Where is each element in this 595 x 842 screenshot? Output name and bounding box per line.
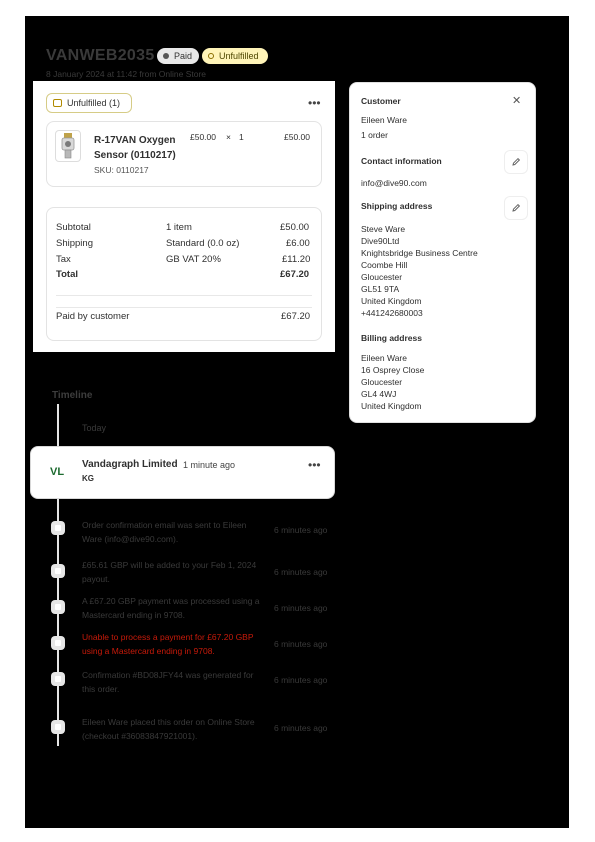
- comment-more-actions-icon[interactable]: •••: [308, 458, 321, 472]
- shipping-phone: +441242680003: [361, 308, 423, 318]
- paid-badge: [157, 48, 199, 64]
- close-icon[interactable]: ✕: [512, 95, 522, 107]
- edit-shipping-button[interactable]: [504, 196, 528, 220]
- customer-email[interactable]: info@dive90.com: [361, 178, 427, 188]
- timeline-event-dot-icon: [51, 720, 65, 734]
- order-number: VANWEB2035: [46, 47, 155, 64]
- comment-time: 1 minute ago: [183, 460, 236, 470]
- oxygen-sensor-image-icon: [56, 131, 80, 161]
- unfulfilled-badge: [202, 48, 268, 64]
- unfulfilled-badge-label: Unfulfilled: [219, 51, 259, 61]
- billing-line: Eileen Ware: [361, 353, 407, 363]
- summary-tax-value: £11.20: [282, 254, 311, 265]
- item-line-total: £50.00: [284, 132, 310, 142]
- comment-text: KG: [82, 474, 94, 483]
- shipping-line: Dive90Ltd: [361, 236, 400, 246]
- product-name-link[interactable]: R-17VAN Oxygen Sensor (0110217): [94, 135, 176, 161]
- unfulfilled-status-pill: [46, 93, 132, 113]
- timeline-event-time: 6 minutes ago: [274, 675, 328, 685]
- shipping-line: Steve Ware: [361, 224, 406, 234]
- shipping-line: Knightsbridge Business Centre: [361, 248, 478, 258]
- pencil-icon: [511, 157, 521, 167]
- summary-total-label: Total: [56, 269, 78, 280]
- billing-address-heading: Billing address: [361, 333, 422, 343]
- billing-line: 16 Osprey Close: [361, 365, 425, 375]
- timeline-event-time: 6 minutes ago: [274, 567, 328, 577]
- billing-line: Gloucester: [361, 377, 403, 387]
- timeline-event-time: 6 minutes ago: [274, 525, 328, 535]
- summary-divider: [56, 295, 312, 296]
- timeline-event-dot-icon: [51, 521, 65, 535]
- customer-heading: Customer: [361, 96, 401, 106]
- timeline-event-dot-icon: [51, 636, 65, 650]
- timeline-event-text: Eileen Ware placed this order on Online Store (checkout #36083847921001).: [82, 717, 255, 741]
- summary-shipping-detail: Standard (0.0 oz): [166, 238, 240, 249]
- item-unit-price: £50.00: [190, 132, 216, 142]
- timeline-title: Timeline: [52, 390, 93, 401]
- shipping-line: United Kingdom: [361, 296, 422, 306]
- timeline-today-label: Today: [82, 423, 107, 433]
- summary-shipping-label: Shipping: [56, 238, 93, 249]
- item-multiply-sign: ×: [226, 132, 231, 142]
- timeline-event-text: Order confirmation email was sent to Eileen Ware (info@dive90.com).: [82, 520, 247, 544]
- timeline-event-time: 6 minutes ago: [274, 723, 328, 733]
- timeline-event-dot-icon: [51, 600, 65, 614]
- contact-info-heading: Contact information: [361, 156, 442, 166]
- timeline-event-dot-icon: [51, 564, 65, 578]
- billing-line: United Kingdom: [361, 401, 422, 411]
- paid-badge-label: Paid: [174, 51, 193, 61]
- shipping-line: Coombe Hill: [361, 260, 408, 270]
- summary-tax-detail: GB VAT 20%: [166, 254, 221, 265]
- unfulfilled-status-label: Unfulfilled (1): [67, 98, 121, 108]
- product-thumbnail[interactable]: [55, 130, 81, 162]
- summary-total-value: £67.20: [280, 269, 310, 280]
- timeline-event-text: A £67.20 GBP payment was processed using a Mastercard ending in 9708.: [82, 596, 260, 620]
- summary-tax-label: Tax: [56, 254, 71, 265]
- paid-dot-icon: [163, 53, 169, 59]
- summary-divider: [56, 307, 312, 308]
- line-item-box: [46, 121, 322, 187]
- order-subtitle: 8 January 2024 at 11:42 from Online Store: [46, 69, 207, 79]
- avatar: VL: [50, 466, 65, 478]
- shipping-address-heading: Shipping address: [361, 201, 433, 211]
- timeline-comment-card: [30, 446, 335, 499]
- customer-order-count: 1 order: [361, 130, 388, 140]
- shipping-line: Gloucester: [361, 272, 403, 282]
- timeline-event-time: 6 minutes ago: [274, 639, 328, 649]
- summary-shipping-value: £6.00: [286, 238, 310, 249]
- paid-by-customer-label: Paid by customer: [56, 311, 130, 322]
- comment-author: Vandagraph Limited: [82, 459, 178, 470]
- timeline-event-text: Confirmation #BD08JFY44 was generated for this order.: [82, 670, 254, 694]
- timeline-event-text: £65.61 GBP will be added to your Feb 1, 2024 payout.: [82, 560, 257, 584]
- billing-line: GL4 4WJ: [361, 389, 397, 399]
- edit-contact-button[interactable]: [504, 150, 528, 174]
- summary-subtotal-value: £50.00: [280, 222, 310, 233]
- fulfillment-more-actions-icon[interactable]: •••: [308, 96, 321, 110]
- timeline-event-error-text: Unable to process a payment for £67.20 GBP using a Mastercard ending in 9708.: [82, 632, 254, 656]
- package-icon: [53, 99, 62, 107]
- item-quantity: 1: [239, 132, 244, 142]
- paid-by-customer-value: £67.20: [281, 311, 311, 322]
- unfulfilled-dot-icon: [208, 53, 214, 59]
- customer-name-link[interactable]: Eileen Ware: [361, 115, 407, 125]
- shipping-line: GL51 9TA: [361, 284, 400, 294]
- pencil-icon: [511, 203, 521, 213]
- summary-subtotal-label: Subtotal: [56, 222, 91, 233]
- summary-subtotal-detail: 1 item: [166, 222, 192, 233]
- timeline-event-time: 6 minutes ago: [274, 603, 328, 613]
- product-sku: SKU: 0110217: [94, 165, 149, 175]
- timeline-event-dot-icon: [51, 672, 65, 686]
